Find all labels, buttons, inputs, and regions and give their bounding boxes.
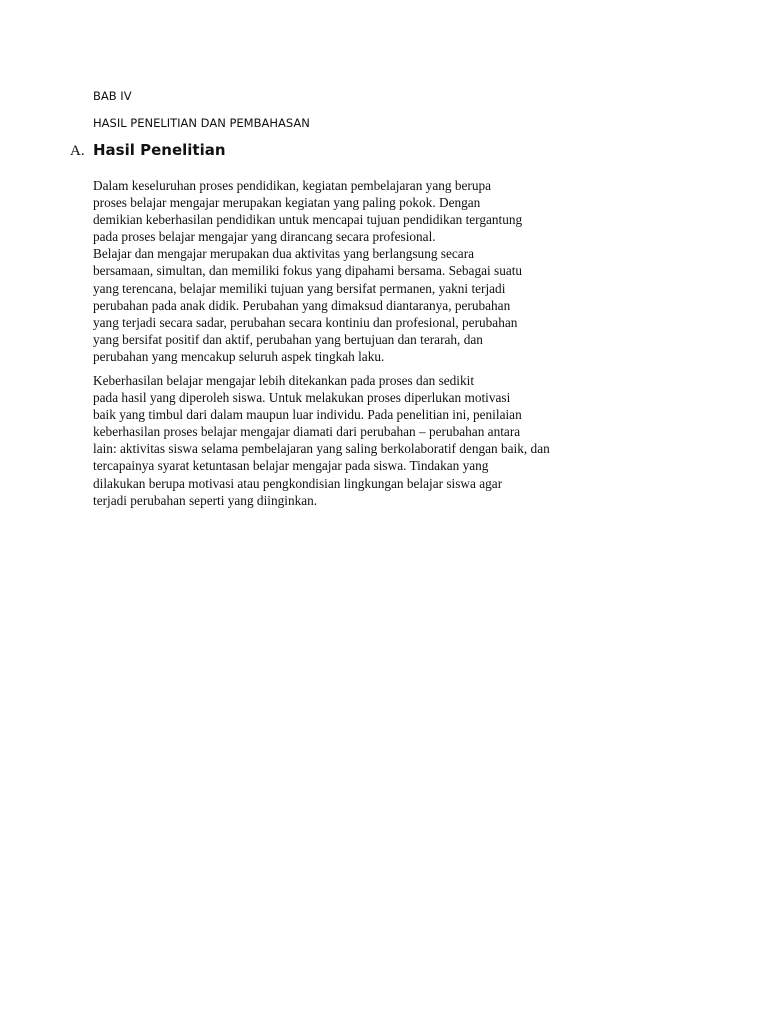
paragraph-line: bersamaan, simultan, dan memiliki fokus yang dipahami bersama. Sebagai suatu bbox=[93, 263, 523, 279]
body-paragraph bbox=[93, 177, 522, 365]
chapter-title: HASIL PENELITIAN DAN PEMBAHASAN bbox=[93, 116, 310, 130]
paragraph-line: terjadi perubahan seperti yang diinginkan. bbox=[93, 492, 318, 508]
paragraph-line: Belajar dan mengajar merupakan dua aktivitas yang berlangsung secara bbox=[93, 246, 475, 262]
paragraph-line: Dalam keseluruhan proses pendidikan, kegiatan pembelajaran yang berupa bbox=[93, 178, 492, 193]
paragraph-line: yang terjadi secara sadar, perubahan secara kontiniu dan profesional, perubahan bbox=[93, 314, 518, 330]
paragraph-line: perubahan pada anak didik. Perubahan yang dimaksud diantaranya, perubahan bbox=[93, 297, 511, 313]
paragraph-line: pada hasil yang diperoleh siswa. Untuk melakukan proses diperlukan motivasi bbox=[93, 390, 511, 406]
section-heading bbox=[70, 141, 226, 160]
body-paragraph bbox=[93, 372, 550, 509]
paragraph-line: yang terencana, belajar memiliki tujuan yang bersifat permanen, yakni terjadi bbox=[93, 280, 506, 296]
paragraph-line: lain: aktivitas siswa selama pembelajaran yang saling berkolaboratif dengan baik, dan bbox=[93, 441, 550, 457]
paragraph-line: demikian keberhasilan pendidikan untuk mencapai tujuan pendidikan tergantung bbox=[93, 212, 523, 228]
paragraph-line: baik yang timbul dari dalam maupun luar individu. Pada penelitian ini, penilaian bbox=[93, 407, 522, 423]
section-letter: A. bbox=[70, 143, 85, 159]
chapter-label: BAB IV bbox=[93, 89, 132, 103]
section-title: Hasil Penelitian bbox=[93, 141, 226, 159]
paragraph-line: Keberhasilan belajar mengajar lebih ditekankan pada proses dan sedikit bbox=[93, 373, 475, 388]
paragraph-line: pada proses belajar mengajar yang dirancang secara profesional. bbox=[93, 229, 436, 245]
paragraph-line: tercapainya syarat ketuntasan belajar mengajar pada siswa. Tindakan yang bbox=[93, 458, 489, 474]
paragraph-line: yang bersifat positif dan aktif, perubahan yang bertujuan dan terarah, dan bbox=[93, 331, 483, 347]
paragraph-line: perubahan yang mencakup seluruh aspek tingkah laku. bbox=[93, 348, 385, 364]
paragraph-line: keberhasilan proses belajar mengajar diamati dari perubahan – perubahan antara bbox=[93, 424, 521, 440]
paragraph-line: proses belajar mengajar merupakan kegiatan yang paling pokok. Dengan bbox=[93, 195, 481, 211]
paragraph-line: dilakukan berupa motivasi atau pengkondisian lingkungan belajar siswa agar bbox=[93, 475, 503, 491]
